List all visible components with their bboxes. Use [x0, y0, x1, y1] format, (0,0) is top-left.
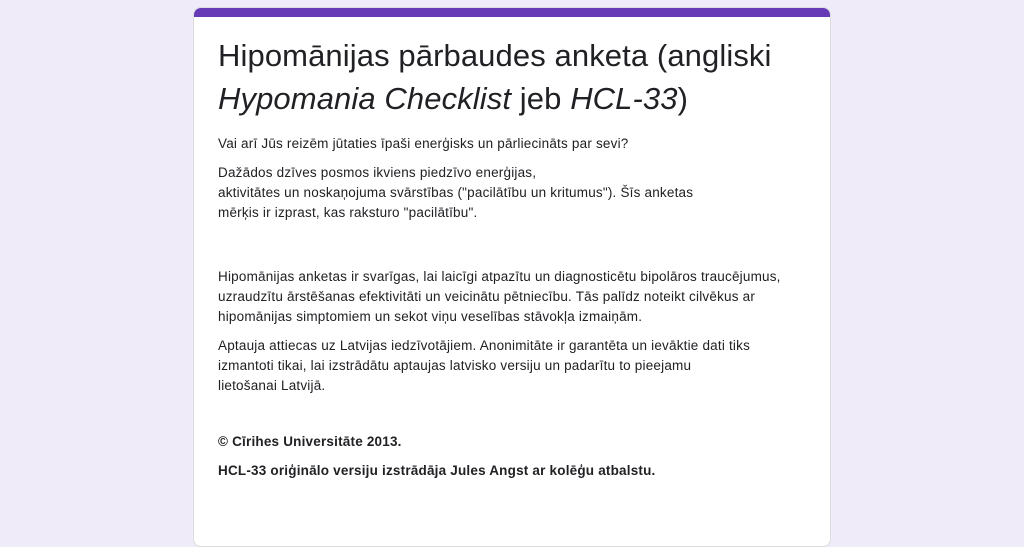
- description-paragraph-2: [218, 267, 806, 327]
- description-line: Hipomānijas anketas ir svarīgas, lai laicīgi atpazītu un diagnosticētu bipolāros traucējumus,: [218, 269, 781, 284]
- description-paragraph-3: [218, 336, 806, 396]
- description-line: Dažādos dzīves posmos ikviens piedzīvo enerģijas,: [218, 165, 537, 180]
- copyright-text: © Cīrihes Universitāte 2013.: [218, 434, 402, 449]
- credit-text: HCL-33 oriģinālo versiju izstrādāja Jules Angst ar kolēģu atbalstu.: [218, 463, 656, 478]
- form-accent-bar: [194, 8, 830, 17]
- description-paragraph-1: [218, 163, 806, 223]
- description-line: Aptauja attiecas uz Latvijas iedzīvotājiem. Anonimitāte ir garantēta un ievāktie dati tiks: [218, 338, 751, 353]
- description-intro: Vai arī Jūs reizēm jūtaties īpaši enerģisks un pārliecināts par sevi?: [218, 136, 629, 151]
- description-line: mērķis ir izprast, kas raksturo "pacilātību".: [218, 205, 478, 220]
- form-title-part2: jeb: [511, 81, 571, 116]
- form-title-part3: ): [677, 81, 689, 116]
- form-title-part1: Hipomānijas pārbaudes anketa (angliski: [218, 38, 772, 73]
- description-line: uzraudzītu ārstēšanas efektivitāti un veicinātu pētniecību. Tās palīdz noteikt cilvēkus ar: [218, 289, 756, 304]
- description-line: lietošanai Latvijā.: [218, 378, 326, 393]
- form-title: [218, 34, 806, 120]
- description-line: aktivitātes un noskaņojuma svārstības ("pacilātību un kritumus"). Šīs anketas: [218, 185, 694, 200]
- description-line: izmantoti tikai, lai izstrādātu aptaujas latvisko versiju un padarītu to pieejamu: [218, 358, 692, 373]
- form-title-italic-abbrev: HCL-33: [570, 81, 678, 116]
- form-title-italic-name: Hypomania Checklist: [218, 81, 512, 116]
- form-header-card: [193, 7, 831, 547]
- description-line: hipomānijas simptomiem un sekot viņu veselības stāvokļa izmaiņām.: [218, 309, 643, 324]
- form-header-content: [218, 34, 806, 490]
